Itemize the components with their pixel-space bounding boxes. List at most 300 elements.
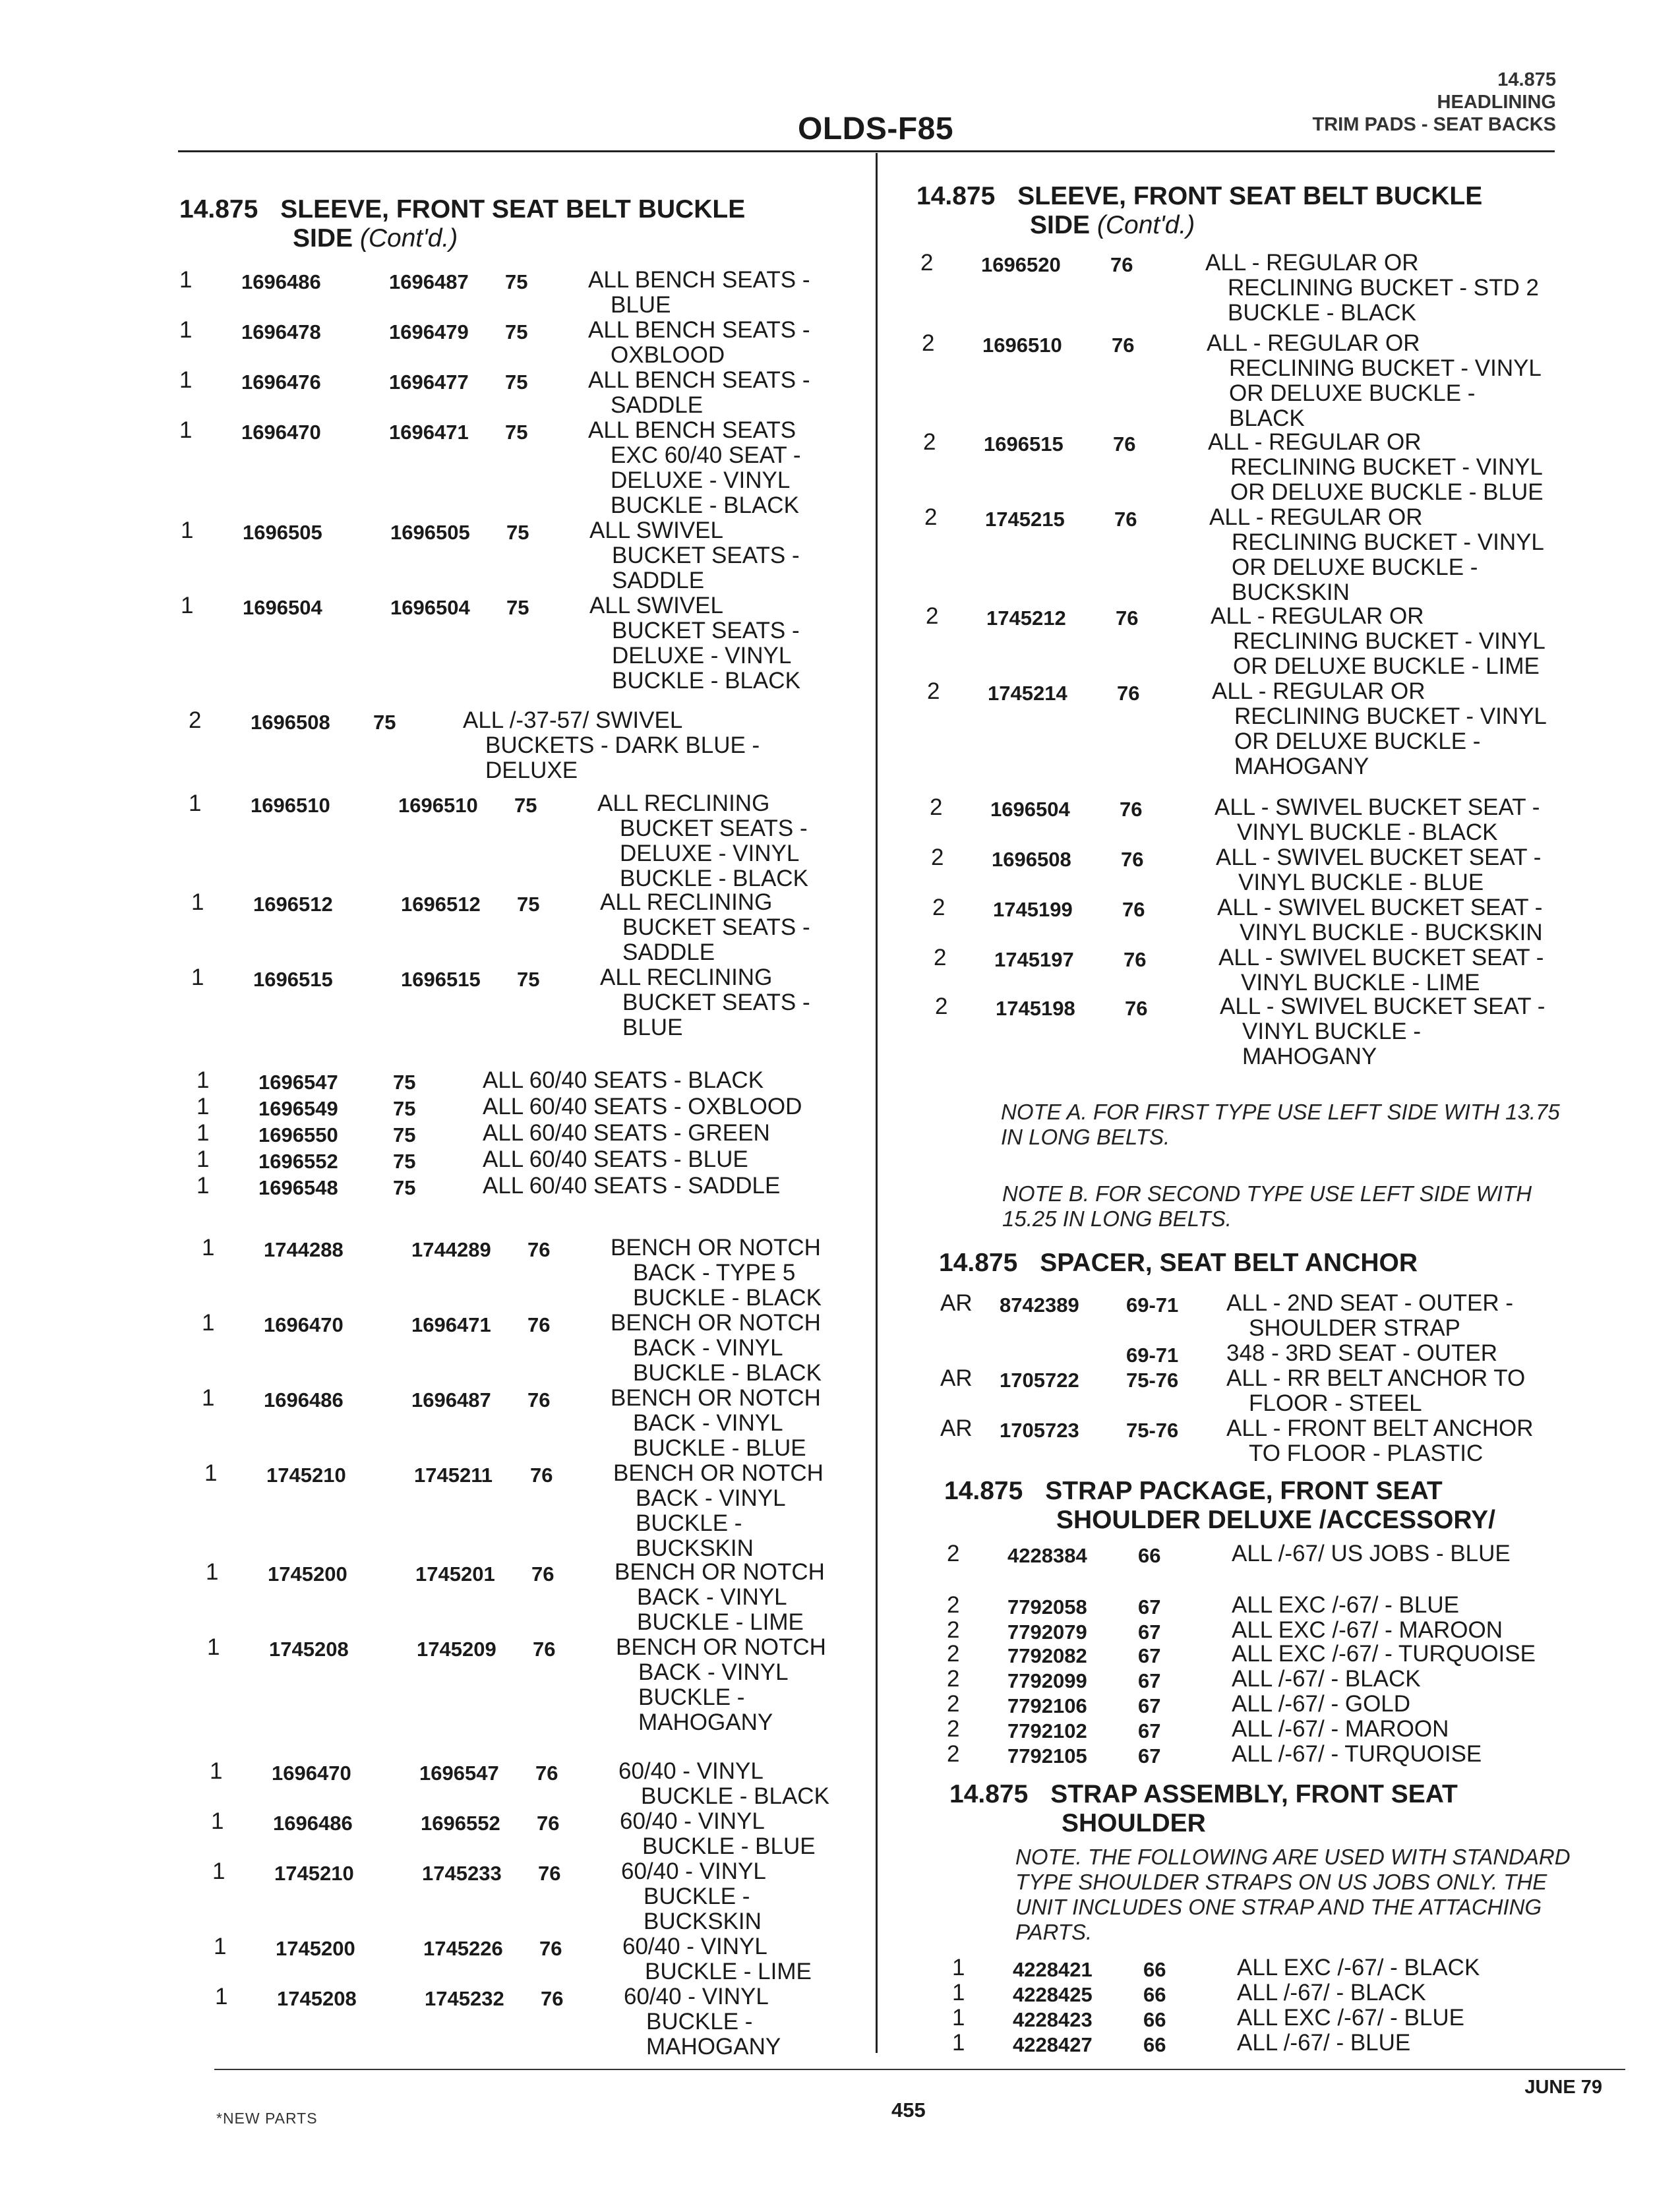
description-line: ALL BENCH SEATS — [588, 417, 796, 443]
description — [1232, 1667, 1421, 1692]
quantity: 2 — [935, 994, 948, 1019]
part-number-alt: 1696487 — [389, 270, 469, 293]
part-number: 1696486 — [241, 270, 321, 293]
part-row — [931, 845, 1590, 895]
description-line: ALL RECLINING — [597, 790, 770, 816]
part-number: 1696512 — [253, 893, 333, 916]
description — [1216, 845, 1541, 895]
description-line: BLUE — [611, 292, 671, 318]
model-year: 76 — [1125, 997, 1148, 1020]
part-number-alt: 1696547 — [419, 1762, 499, 1785]
model-year: 69-71 — [1126, 1293, 1179, 1317]
description-line: FLOOR - STEEL — [1249, 1390, 1422, 1416]
part-row — [202, 1235, 874, 1311]
model-year: 75 — [505, 371, 528, 394]
description-line: BUCKLE - BLACK — [641, 1783, 829, 1809]
description-line: ALL - 2ND SEAT - OUTER - — [1226, 1290, 1513, 1316]
quantity: AR — [940, 1415, 973, 1441]
description-line: RECLINING BUCKET - VINYL — [1234, 703, 1547, 729]
description-line: BUCKLE - — [646, 2009, 753, 2035]
section-number: 14.875 — [916, 182, 996, 210]
description — [1232, 1593, 1459, 1618]
quantity: 1 — [202, 1385, 215, 1411]
section-title-line2: SHOULDER DELUXE /ACCESSORY/ — [1056, 1506, 1495, 1534]
description — [1217, 895, 1543, 945]
quantity: 1 — [181, 593, 194, 618]
description-line: BUCKLE - BLACK — [1228, 300, 1416, 326]
description — [588, 368, 810, 418]
model-year: 76 — [530, 1464, 553, 1487]
model-year: 76 — [1124, 948, 1147, 971]
description-line: BENCH OR NOTCH — [611, 1310, 821, 1336]
description-line: ALL EXC /-67/ - BLUE — [1232, 1592, 1459, 1618]
description-line: OR DELUXE BUCKLE - — [1232, 554, 1478, 580]
description-line: 60/40 - VINYL — [620, 1808, 765, 1834]
model-year: 75 — [505, 270, 528, 293]
quantity: 1 — [952, 1955, 965, 1980]
section-title: SLEEVE, FRONT SEAT BELT BUCKLE — [1017, 182, 1483, 210]
part-number: 1696508 — [992, 848, 1071, 871]
description-line: BUCKET SEATS - — [620, 816, 808, 841]
part-number: 1745215 — [985, 508, 1065, 531]
quantity: 1 — [212, 1858, 225, 1884]
quantity: 1 — [181, 518, 194, 543]
description-line: BACK - VINYL — [636, 1485, 786, 1511]
description-line: SADDLE — [611, 392, 704, 418]
quantity: 2 — [947, 1666, 960, 1692]
description-line: ALL - RR BELT ANCHOR TO — [1226, 1365, 1526, 1391]
description-line: RECLINING BUCKET - VINYL — [1230, 454, 1543, 480]
description-line: TO FLOOR - PLASTIC — [1249, 1441, 1484, 1466]
part-number: 1696552 — [258, 1150, 338, 1173]
note — [1002, 1181, 1532, 1232]
part-number: 7792102 — [1007, 1719, 1087, 1742]
part-row — [952, 2031, 1611, 2056]
model-year: 76 — [1121, 848, 1144, 871]
quantity: 2 — [923, 429, 936, 455]
section-title: SLEEVE, FRONT SEAT BELT BUCKLE — [280, 195, 746, 223]
description-line: BUCKET SEATS - — [622, 990, 810, 1015]
part-number: 1696476 — [241, 371, 321, 394]
part-number: 1745212 — [986, 607, 1066, 630]
note-line: TYPE SHOULDER STRAPS ON US JOBS ONLY. THE — [1015, 1870, 1547, 1894]
part-number-alt: 1696515 — [401, 968, 481, 991]
description-line: BUCKLE - BLACK — [620, 866, 808, 891]
description-line: BENCH OR NOTCH — [611, 1385, 821, 1411]
part-number: 1696478 — [241, 320, 321, 343]
model-year: 75 — [393, 1150, 416, 1173]
description-line: ALL - SWIVEL BUCKET SEAT - — [1220, 994, 1545, 1019]
part-row — [211, 1809, 884, 1859]
model-year: 75 — [373, 711, 396, 734]
quantity: 1 — [206, 1559, 219, 1585]
description — [615, 1560, 825, 1635]
description-line: SHOULDER STRAP — [1249, 1315, 1460, 1341]
part-number: 7792099 — [1007, 1669, 1087, 1692]
quantity: 2 — [932, 895, 945, 920]
description — [611, 1311, 822, 1386]
quantity: 2 — [934, 945, 947, 970]
note-line: 15.25 IN LONG BELTS. — [1002, 1206, 1232, 1231]
description-line: BUCKLE - BLACK — [633, 1285, 822, 1311]
description-line: BUCKLE - LIME — [637, 1609, 804, 1635]
part-number-alt: 1696471 — [389, 421, 469, 444]
description-line: ALL RECLINING — [600, 889, 773, 915]
quantity: 2 — [947, 1716, 960, 1742]
part-row — [947, 1618, 1606, 1643]
description — [483, 1147, 748, 1172]
part-number: 1696515 — [984, 432, 1064, 456]
part-row — [179, 318, 852, 368]
quantity: 1 — [179, 267, 193, 293]
description-line: ALL - SWIVEL BUCKET SEAT - — [1216, 845, 1542, 870]
part-number-alt: 1696504 — [390, 596, 470, 619]
part-number: 4228427 — [1013, 2033, 1093, 2056]
part-number: 4228384 — [1007, 1544, 1087, 1567]
description-line: ALL /-67/ - MAROON — [1232, 1716, 1449, 1742]
part-row — [947, 1717, 1606, 1742]
description — [1208, 430, 1544, 505]
part-row — [189, 708, 861, 783]
description-line: BACK - VINYL — [633, 1335, 783, 1361]
description-line: OR DELUXE BUCKLE - — [1229, 380, 1476, 406]
quantity: 1 — [189, 790, 202, 816]
quantity: AR — [940, 1365, 973, 1391]
description-line: RECLINING BUCKET - STD 2 — [1228, 275, 1539, 301]
quantity: 1 — [196, 1067, 210, 1093]
description-line: ALL /-67/ - BLUE — [1237, 2030, 1411, 2056]
description — [1232, 1742, 1482, 1767]
description-line: BUCKLE - BLACK — [612, 668, 800, 694]
description-line: ALL - REGULAR OR — [1209, 504, 1423, 530]
description — [588, 418, 801, 518]
description-line: 60/40 - VINYL — [618, 1758, 764, 1784]
description — [483, 1068, 764, 1093]
description-line: 60/40 - VINYL — [621, 1858, 766, 1884]
description — [1232, 1618, 1503, 1643]
part-number: 1696505 — [243, 521, 322, 544]
section-heading — [949, 1780, 1458, 1838]
description-line: BUCKET SEATS - — [612, 543, 800, 568]
description — [1207, 331, 1542, 431]
description-line: EXC 60/40 SEAT - — [611, 442, 801, 468]
header-section-info — [1313, 69, 1556, 136]
part-number: 1705722 — [1000, 1369, 1079, 1392]
model-year: 67 — [1138, 1595, 1161, 1619]
part-row — [202, 1386, 874, 1461]
quantity: 2 — [930, 794, 943, 820]
note — [1015, 1845, 1571, 1945]
description — [1209, 505, 1544, 605]
part-row — [179, 418, 852, 518]
model-year: 76 — [538, 1862, 561, 1885]
part-number-alt: 1745232 — [425, 1987, 504, 2010]
section-heading — [939, 1249, 1418, 1278]
quantity: 1 — [196, 1173, 210, 1199]
quantity: 1 — [215, 1984, 228, 2009]
section-continued: (Cont'd.) — [1096, 211, 1195, 239]
description-line: BUCKSKIN — [1232, 579, 1350, 605]
model-year: 75 — [514, 794, 537, 817]
description — [624, 1984, 781, 2060]
section-heading — [179, 195, 745, 253]
part-row — [932, 895, 1592, 945]
description-line: BACK - TYPE 5 — [633, 1260, 796, 1286]
model-year: 75 — [517, 968, 540, 991]
section-title-line2: SIDE — [1030, 211, 1091, 239]
description-line: ALL 60/40 SEATS - BLUE — [483, 1146, 748, 1172]
description-line: RECLINING BUCKET - VINYL — [1232, 529, 1544, 555]
part-row — [215, 1984, 887, 2060]
description-line: MAHOGANY — [638, 1709, 773, 1735]
part-number: 1696470 — [264, 1313, 344, 1336]
description — [616, 1635, 826, 1735]
footer-divider — [214, 2069, 1625, 2070]
footer-legend: *NEW PARTS — [216, 2110, 318, 2127]
model-year: 76 — [537, 1812, 560, 1835]
part-number-alt: 1696512 — [401, 893, 481, 916]
description-line: DELUXE - VINYL — [611, 467, 791, 493]
description-line: ALL 60/40 SEATS - OXBLOOD — [483, 1094, 802, 1119]
description-line: BENCH OR NOTCH — [616, 1634, 826, 1660]
part-number-alt: 1696487 — [411, 1388, 491, 1411]
part-number: 4228423 — [1013, 2008, 1093, 2031]
description-line: ALL 60/40 SEATS - BLACK — [483, 1067, 764, 1093]
part-row — [935, 994, 1594, 1069]
section-title-line2: SIDE — [293, 224, 353, 252]
description-line: 348 - 3RD SEAT - OUTER — [1226, 1340, 1498, 1366]
description — [597, 791, 808, 891]
footer-date: JUNE 79 — [1524, 2077, 1602, 2098]
part-row — [212, 1859, 885, 1934]
model-year: 76 — [1114, 508, 1137, 531]
description-line: ALL - SWIVEL BUCKET SEAT - — [1218, 945, 1544, 970]
part-number: 1696510 — [251, 794, 330, 817]
description-line: ALL BENCH SEATS - — [588, 317, 810, 343]
description — [611, 1235, 822, 1311]
part-row — [181, 518, 853, 593]
description-line: ALL - SWIVEL BUCKET SEAT - — [1217, 895, 1543, 920]
quantity: 1 — [952, 2005, 965, 2031]
page-title: OLDS-F85 — [798, 111, 954, 146]
description-line: DELUXE - VINYL — [612, 643, 792, 668]
description-line: BENCH OR NOTCH — [611, 1235, 821, 1261]
part-row — [940, 1341, 1600, 1366]
description-line: ALL /-37-57/ SWIVEL — [463, 707, 683, 733]
part-number-alt: 1696477 — [389, 371, 469, 394]
quantity: 1 — [207, 1634, 220, 1660]
model-year: 75-76 — [1126, 1419, 1179, 1442]
part-row — [952, 1980, 1611, 2005]
description-line: BUCKSKIN — [636, 1535, 754, 1561]
part-number: 8742389 — [1000, 1293, 1079, 1317]
part-row — [179, 368, 852, 418]
quantity: 1 — [204, 1460, 218, 1486]
quantity: AR — [940, 1290, 973, 1316]
quantity: 2 — [924, 504, 938, 530]
description — [618, 1759, 829, 1809]
quantity: 1 — [179, 317, 193, 343]
quantity: 2 — [927, 678, 940, 704]
model-year: 66 — [1143, 2033, 1166, 2056]
part-row — [947, 1742, 1606, 1767]
model-year: 75 — [505, 421, 528, 444]
part-row — [191, 965, 864, 1040]
section-heading — [916, 182, 1482, 240]
quantity: 2 — [947, 1592, 960, 1618]
description-line: BUCKET SEATS - — [622, 914, 810, 940]
model-year: 69-71 — [1126, 1344, 1179, 1367]
part-row — [207, 1635, 880, 1735]
header-section-ref: 14.875 — [1497, 69, 1556, 90]
header-subcategory: TRIM PADS - SEAT BACKS — [1312, 114, 1556, 135]
description-line: ALL EXC /-67/ - MAROON — [1232, 1617, 1503, 1643]
quantity: 1 — [179, 417, 193, 443]
description — [483, 1094, 802, 1119]
description-line: BUCKET SEATS - — [612, 618, 800, 643]
description — [1226, 1291, 1513, 1341]
description — [1232, 1642, 1536, 1667]
description — [600, 890, 810, 965]
part-number: 1745214 — [988, 682, 1067, 705]
part-number: 1696470 — [241, 421, 321, 444]
section-number: 14.875 — [179, 195, 258, 223]
description-line: BUCKLE - — [636, 1510, 742, 1536]
part-number: 7792058 — [1007, 1595, 1087, 1619]
model-year: 76 — [1120, 798, 1143, 821]
part-number: 1745208 — [277, 1987, 357, 2010]
part-number: 7792079 — [1007, 1620, 1087, 1644]
description-line: ALL - REGULAR OR — [1207, 330, 1420, 356]
description — [621, 1859, 766, 1934]
description-line: ALL EXC /-67/ - BLUE — [1237, 2005, 1464, 2031]
description — [1226, 1341, 1497, 1366]
part-number: 1696504 — [990, 798, 1070, 821]
part-row — [196, 1121, 869, 1146]
part-row — [196, 1094, 869, 1119]
part-row — [947, 1642, 1606, 1667]
quantity: 2 — [189, 707, 202, 733]
quantity: 1 — [196, 1146, 210, 1172]
part-row — [210, 1759, 882, 1809]
part-row — [924, 505, 1584, 605]
part-row — [214, 1934, 886, 1984]
note-line: NOTE A. FOR FIRST TYPE USE LEFT SIDE WITH 13.75 — [1001, 1100, 1560, 1124]
part-number-alt: 1745201 — [415, 1562, 495, 1586]
description-line: MAHOGANY — [646, 2034, 781, 2060]
description-line: BENCH OR NOTCH — [615, 1559, 825, 1585]
model-year: 76 — [535, 1762, 558, 1785]
description-line: VINYL BUCKLE - — [1242, 1019, 1422, 1044]
model-year: 67 — [1138, 1644, 1161, 1667]
part-row — [940, 1291, 1600, 1341]
model-year: 76 — [531, 1562, 555, 1586]
description-line: ALL - REGULAR OR — [1205, 250, 1419, 276]
part-row — [922, 331, 1581, 431]
model-year: 76 — [527, 1388, 551, 1411]
description — [1205, 251, 1539, 326]
description — [463, 708, 760, 783]
description — [1237, 1980, 1426, 2005]
description — [1226, 1366, 1525, 1416]
model-year: 76 — [1117, 682, 1140, 705]
description — [600, 965, 810, 1040]
quantity: 2 — [947, 1541, 960, 1566]
description — [1232, 1717, 1449, 1742]
part-row — [952, 1955, 1611, 1980]
part-number-alt: 1696471 — [411, 1313, 491, 1336]
part-number: 1705723 — [1000, 1419, 1079, 1442]
part-number: 1696486 — [264, 1388, 344, 1411]
part-row — [196, 1068, 869, 1093]
description-line: SADDLE — [622, 939, 715, 965]
model-year: 76 — [1112, 334, 1135, 357]
description-line: BUCKLE - BLUE — [642, 1833, 816, 1859]
part-number-alt: 1745211 — [414, 1464, 493, 1487]
model-year: 75 — [506, 596, 529, 619]
description-line: ALL - REGULAR OR — [1211, 603, 1424, 629]
description — [589, 518, 800, 593]
description — [589, 593, 800, 694]
part-number: 1745200 — [276, 1937, 355, 1960]
model-year: 76 — [539, 1937, 562, 1960]
description-line: ALL 60/40 SEATS - GREEN — [483, 1120, 770, 1146]
part-row — [196, 1173, 869, 1199]
part-number-alt: 1745226 — [423, 1937, 503, 1960]
description-line: BUCKLE - BLACK — [611, 492, 799, 518]
note-line: NOTE B. FOR SECOND TYPE USE LEFT SIDE WITH — [1002, 1181, 1532, 1206]
description-line: MAHOGANY — [1234, 754, 1369, 779]
description — [1237, 1955, 1480, 1980]
description — [622, 1934, 812, 1984]
part-number: 1745208 — [269, 1638, 349, 1661]
part-row — [947, 1667, 1606, 1692]
description-line: BUCKLE - BLACK — [633, 1360, 822, 1386]
description-line: ALL /-67/ - GOLD — [1232, 1691, 1411, 1717]
quantity: 1 — [214, 1934, 227, 1959]
note-line: IN LONG BELTS. — [1001, 1125, 1170, 1149]
part-number: 7792106 — [1007, 1694, 1087, 1717]
description-line: VINYL BUCKLE - LIME — [1241, 970, 1480, 995]
description-line: RECLINING BUCKET - VINYL — [1233, 628, 1545, 654]
description-line: ALL /-67/ - TURQUOISE — [1232, 1741, 1482, 1767]
description — [588, 268, 810, 318]
model-year: 67 — [1138, 1694, 1161, 1717]
description — [1211, 604, 1545, 679]
quantity: 2 — [947, 1641, 960, 1667]
part-row — [191, 890, 864, 965]
model-year: 75 — [393, 1176, 416, 1199]
description-line: BACK - VINYL — [637, 1584, 787, 1610]
description-line: VINYL BUCKLE - BLACK — [1237, 819, 1498, 845]
description-line: BUCKLE - LIME — [645, 1959, 812, 1984]
section-title-line2: SHOULDER — [1062, 1809, 1206, 1837]
model-year: 66 — [1143, 1958, 1166, 1981]
description — [1215, 795, 1540, 845]
part-row — [947, 1692, 1606, 1717]
quantity: 2 — [947, 1691, 960, 1717]
part-row — [940, 1416, 1600, 1466]
model-year: 76 — [1116, 607, 1139, 630]
description-line: 60/40 - VINYL — [624, 1984, 769, 2009]
part-number: 7792105 — [1007, 1744, 1087, 1767]
description-line: BUCKLE - BLUE — [633, 1435, 806, 1461]
description-line: SADDLE — [612, 568, 705, 593]
part-row — [947, 1541, 1606, 1566]
part-row — [196, 1147, 869, 1172]
description — [611, 1386, 821, 1461]
quantity: 2 — [947, 1741, 960, 1767]
